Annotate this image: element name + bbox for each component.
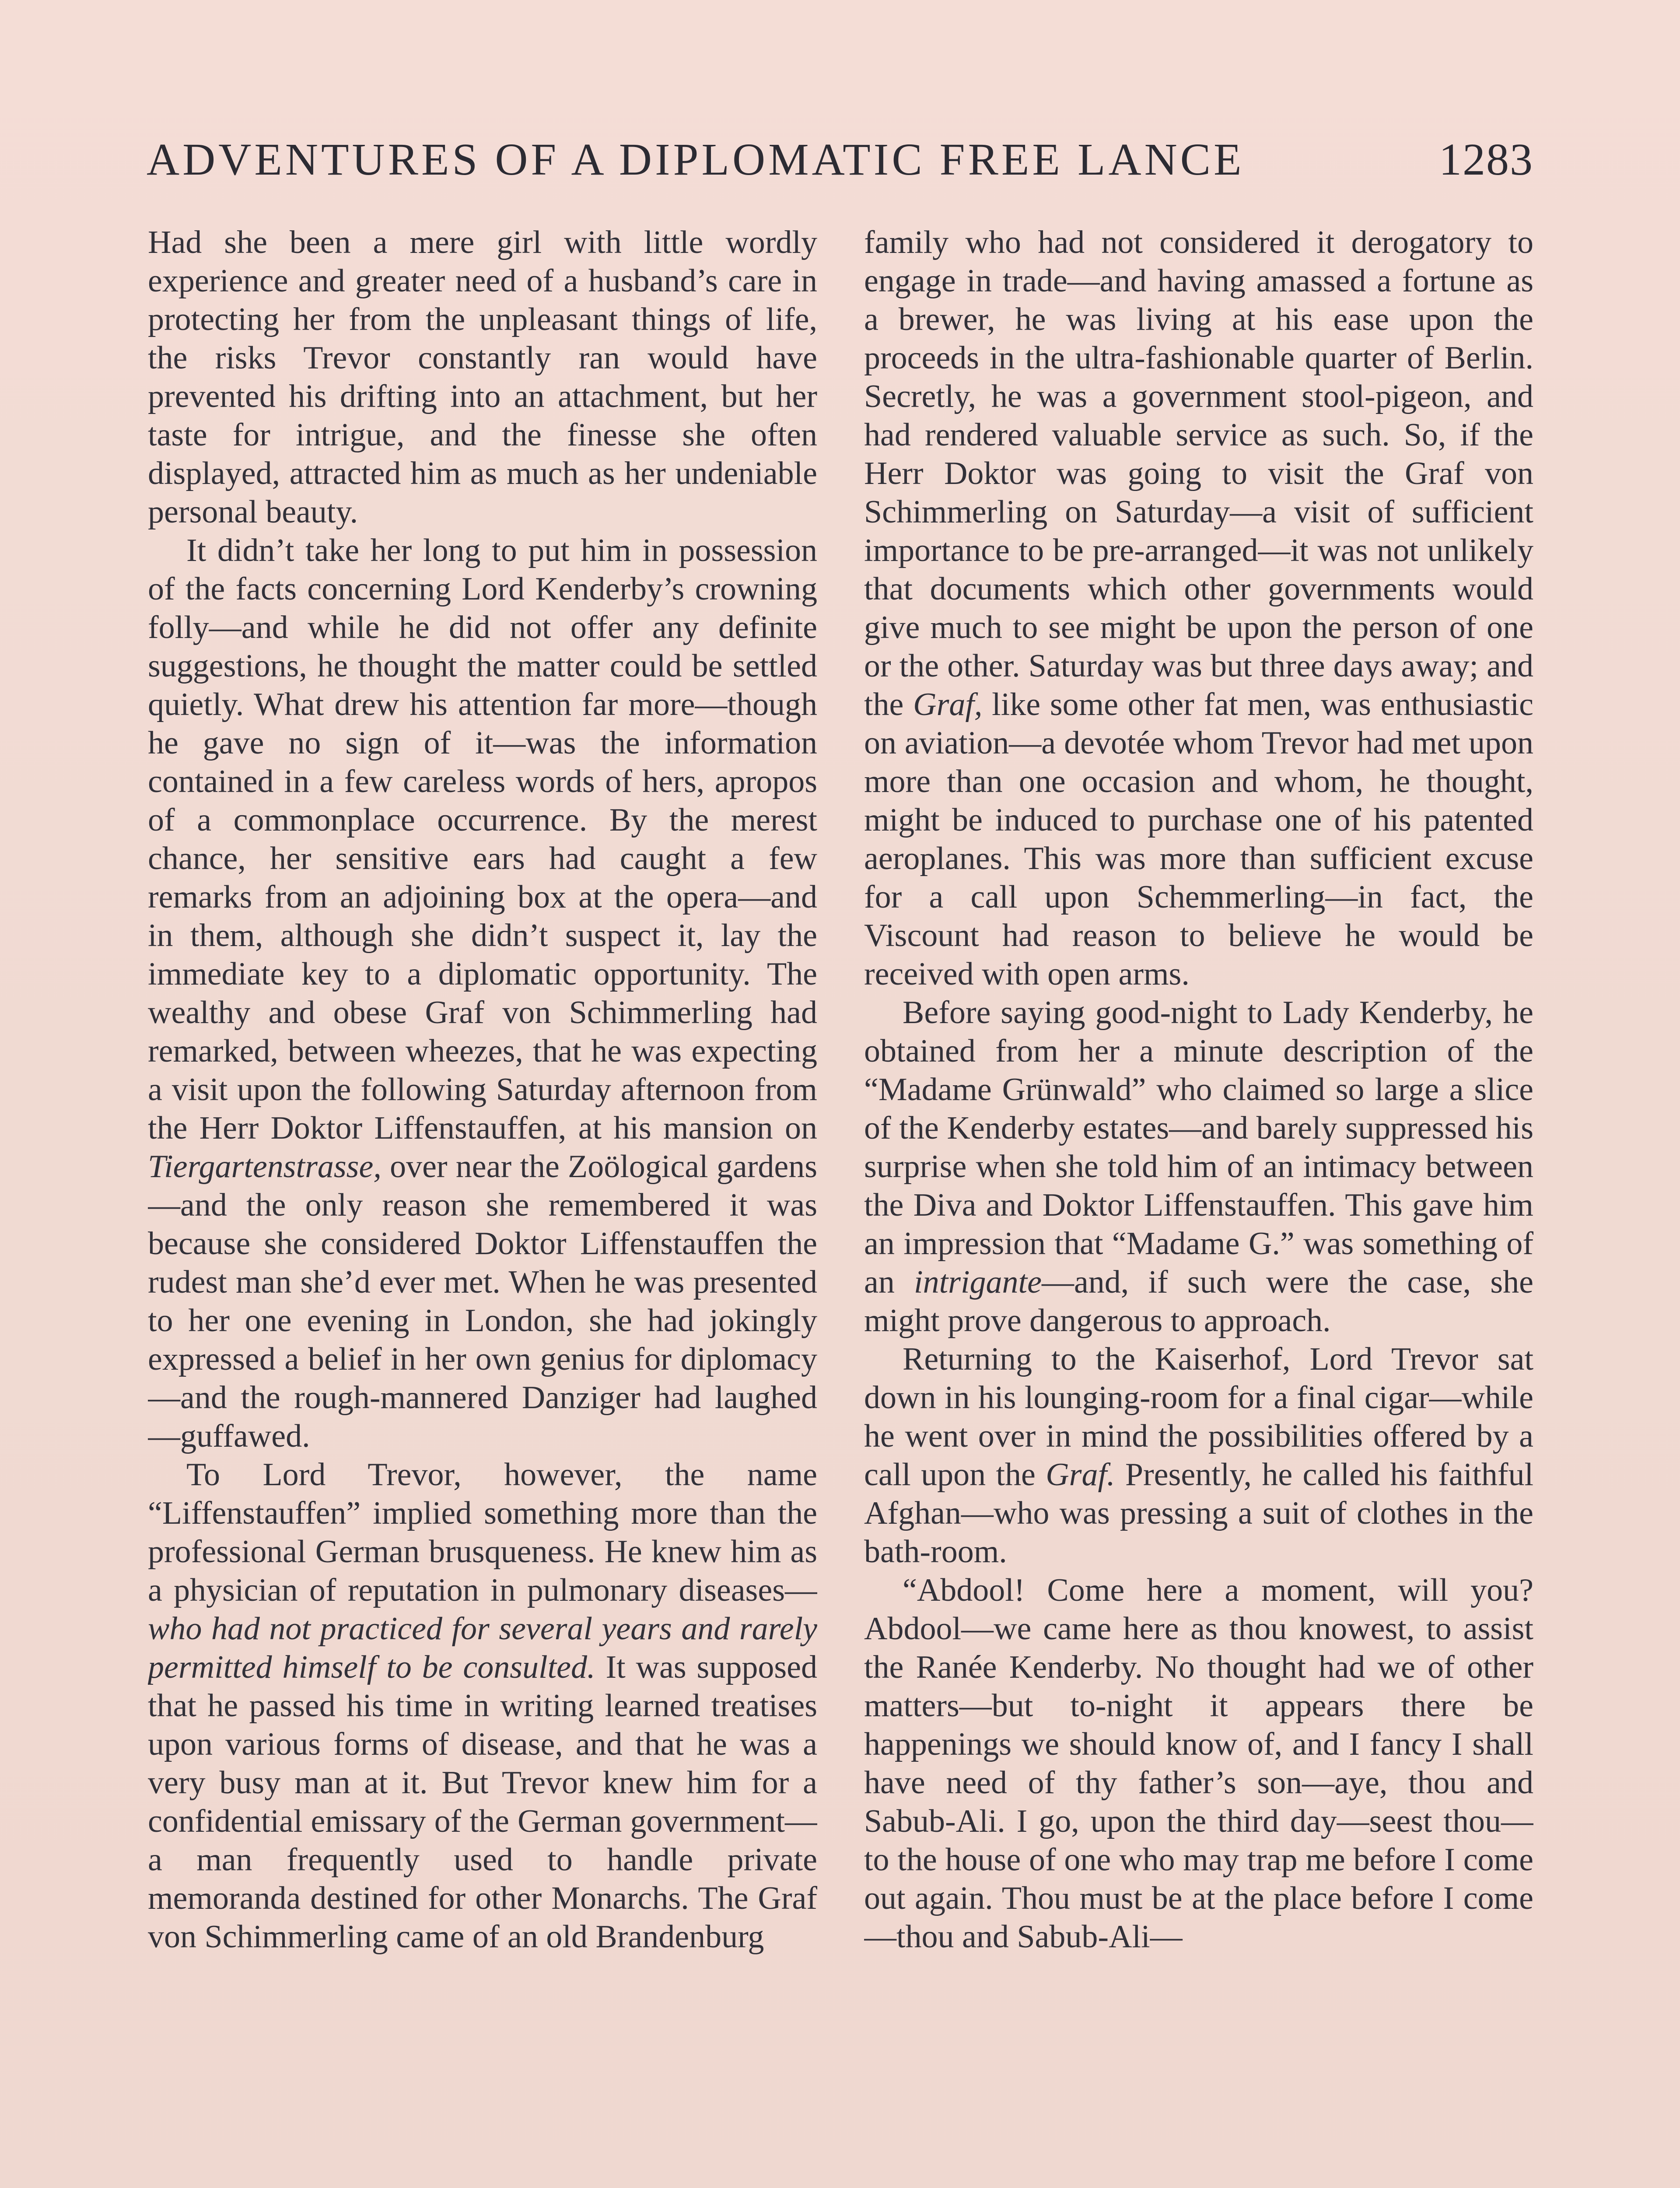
text-run: Before saying good-night to Lady Kenderby, he obtained from her a minute description of the “Madame Grünwald” who claimed so large a slice of the Kenderby estates—and barely suppressed his surprise when she told him of an intimacy between the Diva and Doktor Liffenstauffen. This gave him an impression that “Madame G.” was something of an <box>864 995 1533 1300</box>
right-column <box>864 223 1533 2188</box>
text-run: like some other fat men, was enthusiastic on aviation—a devotée whom Trevor had met upon more than one occasion and whom, he thought, might be induced to purchase one of his patented aeroplanes. This was more than sufficient excuse for a call upon Schemmerling—in fact, the Viscount had reason to believe he would be received with open arms. <box>864 687 1533 992</box>
italic-text: Tiergartenstrasse, <box>148 1149 382 1185</box>
paragraph <box>864 993 1533 1340</box>
text-run: over near the Zoölogical gardens—and the only reason she remembered it was because she considered Doktor Liffenstauffen the rudest man she’d ever met. When he was presented to her one evening in London, she had jokingly expressed a belief in her own genius for diplomacy—and the rough-mannered Danziger had laughed—guffawed. <box>148 1149 817 1454</box>
paragraph <box>148 531 817 1455</box>
text-run: It didn’t take her long to put him in possession of the facts concerning Lord Kenderby’s crowning folly—and while he did not offer any definite suggestions, he thought the matter could be settled quietly. What drew his attention far more—though he gave no sign of it—was the information contained in a few careless words of hers, apropos of a commonplace occurrence. By the merest chance, her sensitive ears had caught a few remarks from an adjoining box at the opera—and in them, although she didn’t suspect it, lay the immediate key to a diplomatic opportunity. The wealthy and obese Graf von Schimmerling had remarked, between wheezes, that he was expecting a visit upon the following Saturday afternoon from the Herr Doktor Liffenstauffen, at his mansion on <box>148 533 817 1146</box>
italic-text: intrigante <box>914 1264 1042 1300</box>
italic-text: who had not practiced for several years and rarely permitted himself to be consulted. <box>148 1611 817 1685</box>
page-number: 1283 <box>1439 134 1533 185</box>
text-run: “Abdool! Come here a moment, will you? Abdool—we came here as thou knowest, to assist the Ranée Kenderby. No thought had we of other matters—but to-night it appears there be happenings we should know of, and I fancy I shall have need of thy father’s son—aye, thou and Sabub-Ali. I go, upon the third day—seest thou—to the house of one who may trap me before I come out again. Thou must be at the place before I come—thou and Sabub-Ali— <box>864 1572 1533 1955</box>
running-title: ADVENTURES OF A DIPLOMATIC FREE LANCE <box>147 134 1245 185</box>
left-column <box>148 223 817 2188</box>
italic-text: Graf. <box>1046 1457 1115 1493</box>
paragraph <box>864 223 1533 993</box>
text-run: Returning to the Kaiserhof, Lord Trevor sat down in his lounging-room for a final cigar—while he went over in mind the possibilities offered by a call upon the <box>864 1341 1533 1493</box>
text-run: family who had not considered it derogatory to engage in trade—and having amassed a fortune as a brewer, he was living at his ease upon the proceeds in the ultra-fashionable quarter of Berlin. Secretly, he was a government stool-pigeon, and had rendered valuable service as such. So, if the Herr Doktor was going to visit the Graf von Schimmerling on Saturday—a visit of sufficient importance to be pre-arranged—it was not unlikely that documents which other governments would give much to see might be upon the person of one or the other. Saturday was but three days away; and the <box>864 224 1533 722</box>
italic-text: Graf, <box>913 687 983 722</box>
text-run: It was supposed that he passed his time in writing learned treatises upon various forms of disease, and that he was a very busy man at it. But Trevor knew him for a confidential emissary of the German government—a man frequently used to handle private memoranda destined for other Monarchs. The Graf von Schimmerling came of an old Brandenburg <box>148 1649 817 1955</box>
paragraph <box>148 223 817 531</box>
paragraph <box>864 1571 1533 1956</box>
text-run: —and, if such were the case, she might prove dangerous to approach. <box>864 1264 1533 1339</box>
paragraph <box>148 1455 817 1956</box>
text-run: To Lord Trevor, however, the name “Liffenstauffen” implied something more than the professional German brusqueness. He knew him as a physician of reputation in pulmonary diseases— <box>148 1457 817 1608</box>
text-run: Had she been a mere girl with little wordly experience and greater need of a husband’s care in protecting her from the unpleasant things of life, the risks Trevor constantly ran would have prevented his drifting into an attachment, but her taste for intrigue, and the finesse she often displayed, attracted him as much as her undeniable personal beauty. <box>148 224 817 530</box>
running-head <box>147 131 1533 188</box>
paragraph <box>864 1340 1533 1571</box>
text-run: Presently, he called his faithful Afghan—who was pressing a suit of clothes in the bath-room. <box>864 1457 1533 1570</box>
